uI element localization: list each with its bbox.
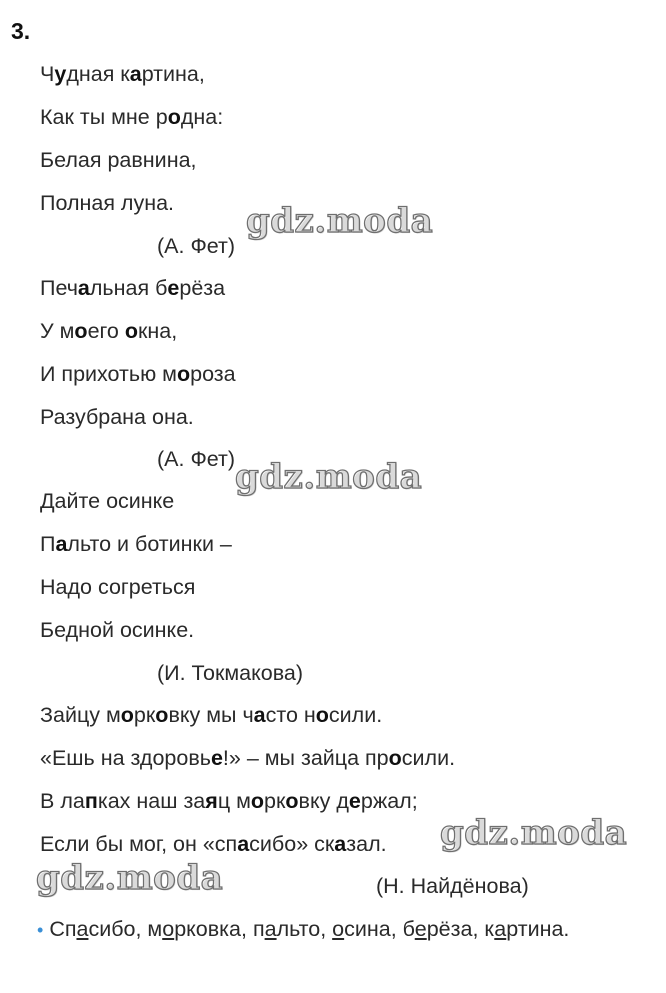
stressed-letter: о [120,703,134,727]
text-fragment: его [87,319,125,343]
poem-line [40,148,197,173]
text-fragment: вку мы ч [168,703,254,727]
stressed-letter: а [253,703,266,727]
text-fragment: сина, б [344,917,415,941]
text-fragment: льная б [89,276,168,300]
stressed-letter: а [129,62,142,86]
stressed-letter: а [334,832,347,856]
stressed-letter: а [55,532,68,556]
text-fragment: вку д [298,789,349,813]
text-fragment: рёза [179,276,226,300]
poem-line [40,789,418,814]
text-fragment: ц м [217,789,251,813]
stressed-letter: о [155,703,169,727]
watermark: gdz.moda [246,201,434,241]
watermark: gdz.moda [36,858,224,898]
stressed-letter: а [237,832,250,856]
text-fragment: ржал; [360,789,418,813]
text-fragment: льто, [276,917,333,941]
text-fragment: Сп [49,917,77,941]
text-fragment: рк [264,789,286,813]
poem-line [40,832,387,857]
poem-author: (А. Фет) [157,447,236,471]
stressed-letter: я [205,789,218,813]
text-fragment: ртина. [506,917,570,941]
text-fragment: !» – мы зайца пр [222,746,389,770]
text-fragment: льто и ботинки – [67,532,232,556]
stressed-letter: о [176,362,191,386]
text-fragment: Белая равнина, [40,148,197,172]
poem-line [40,276,225,301]
text-fragment: Разубрана она. [40,405,194,429]
stressed-letter: о [167,105,181,129]
text-fragment: У м [40,319,75,343]
text-fragment: сили. [401,746,456,770]
poem-line [40,405,194,430]
bullet-icon: • [37,920,44,940]
text-fragment: «Ешь на здоровь [40,746,211,770]
underlined-letter: а [494,917,507,941]
stressed-letter: о [315,703,329,727]
stressed-letter: е [348,789,361,813]
poem-line [40,618,194,643]
watermark: gdz.moda [440,813,628,853]
text-fragment: Ч [40,62,55,86]
text-fragment: сибо, м [88,917,163,941]
stressed-letter: у [54,62,67,86]
text-fragment: сибо» ск [249,832,335,856]
poem-line [40,105,223,130]
underlined-letter: е [414,917,427,941]
poem-line [40,319,177,344]
text-fragment: сто н [265,703,316,727]
underlined-letter: а [264,917,277,941]
answer-text [49,917,569,941]
text-fragment: ках наш за [97,789,206,813]
poem-author: (И. Токмакова) [157,661,304,685]
poem-line [40,703,382,728]
poem-author: (Н. Найдёнова) [376,874,529,898]
poem-line [40,575,195,600]
stressed-letter: о [250,789,265,813]
text-fragment: Надо согреться [40,575,196,599]
watermark: gdz.moda [235,457,423,497]
stressed-letter: а [77,276,90,300]
poem-author: (А. Фет) [157,234,236,258]
text-fragment: Полная луна. [40,191,175,215]
text-fragment: дная к [66,62,130,86]
text-fragment: рк [133,703,156,727]
text-fragment: П [40,532,56,556]
stressed-letter: о [74,319,88,343]
stressed-letter: о [388,746,402,770]
text-fragment: сили. [328,703,383,727]
text-fragment: зал. [346,832,387,856]
underlined-letter: а [76,917,89,941]
text-fragment: Печ [40,276,78,300]
text-fragment: рковка, п [174,917,265,941]
poem-line [40,489,174,514]
text-fragment: Зайцу м [40,703,121,727]
text-fragment: кна, [137,319,178,343]
answer-line [37,917,569,942]
poem-line [40,746,455,771]
text-fragment: дна: [180,105,224,129]
text-fragment: роза [190,362,236,386]
stressed-letter: е [167,276,180,300]
text-fragment: Дайте осинке [40,489,175,513]
text-fragment: И прихотью м [40,362,177,386]
poem-line [40,62,205,87]
underlined-letter: о [162,917,175,941]
poem-line [40,362,236,387]
stressed-letter: о [124,319,138,343]
stressed-letter: е [210,746,223,770]
stressed-letter: п [84,789,98,813]
poem-line [40,191,174,216]
text-fragment: рёза, к [426,917,495,941]
text-fragment: Как ты мне р [40,105,168,129]
text-fragment: Бедной осинке. [40,618,195,642]
underlined-letter: о [332,917,345,941]
text-fragment: Если бы мог, он «сп [40,832,238,856]
text-fragment: ртина, [141,62,205,86]
stressed-letter: о [285,789,299,813]
text-fragment: В ла [40,789,85,813]
poem-line [40,532,232,557]
task-number: 3. [11,18,31,44]
